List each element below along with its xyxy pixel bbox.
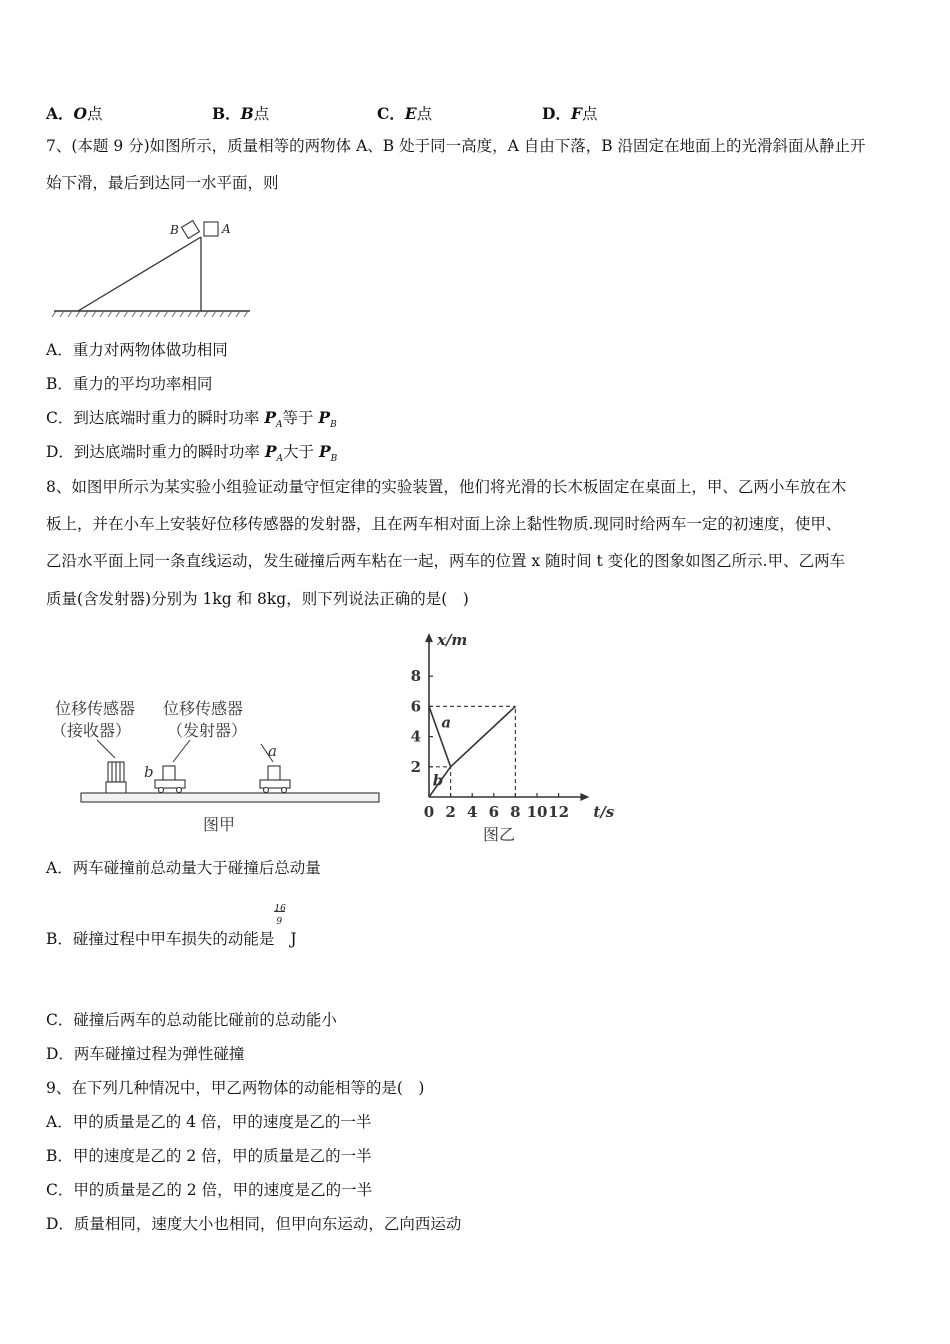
receiver: [106, 762, 126, 794]
q7-option-d[interactable]: D．到达底端时重力的瞬时功率 $P_A$大于 $P_B$: [46, 442, 338, 465]
q9-option-a[interactable]: A．甲的质量是乙的 4 倍，甲的速度是乙的一半: [46, 1113, 372, 1131]
fig-jia: [51, 690, 390, 840]
emitter-label-2: （发射器）: [167, 721, 248, 740]
q6-option-c[interactable]: C．E点: [377, 104, 433, 123]
q6-option-d[interactable]: D．F点: [542, 104, 598, 123]
long-board: [81, 793, 379, 802]
fig-yi-caption: 图乙: [483, 825, 516, 844]
y-tick-label: 4: [410, 727, 421, 746]
label-b: B: [170, 223, 179, 237]
q8-stem-line1: 8、如图甲所示为某实验小组验证动量守恒定律的实验装置，他们将光滑的长木板固定在桌面上，甲、乙两小车放在木: [46, 478, 847, 496]
y-tick-label: 6: [410, 697, 421, 716]
q9-option-b[interactable]: B．甲的速度是乙的 2 倍，甲的质量是乙的一半: [46, 1147, 372, 1165]
x-tick-label: 4: [466, 803, 478, 821]
fig-jia-caption: 图甲: [203, 815, 236, 834]
block-a: [204, 222, 218, 236]
x-tick-label: 12: [548, 803, 570, 821]
q9-stem: 9、在下列几种情况中，甲乙两物体的动能相等的是( ): [46, 1079, 425, 1097]
line-b-label: b: [432, 771, 444, 790]
tick-labels: [411, 667, 569, 821]
q6-option-b[interactable]: B．B点: [212, 104, 270, 123]
y-tick-label: 8: [410, 667, 421, 686]
x-tick-label: 10: [526, 803, 548, 821]
q9-option-d[interactable]: D．质量相同，速度大小也相同，但甲向东运动，乙向西运动: [46, 1215, 462, 1233]
q8-stem-line3: 乙沿水平面上同一条直线运动，发生碰撞后两车粘在一起，两车的位置 x 随时间 t 变化的图象如图乙所示.甲、乙两车: [46, 552, 846, 570]
q7-option-c[interactable]: C．到达底端时重力的瞬时功率 $P_A$等于 $P_B$: [46, 408, 337, 431]
receiver-label-1: 位移传感器: [55, 699, 136, 718]
x-tick-label: 2: [445, 803, 456, 821]
receiver-pointer: [97, 740, 115, 758]
incline-slope: [78, 237, 201, 311]
q8-stem-line2: 板上，并在小车上安装好位移传感器的发射器，且在两车相对面上涂上黏性物质.现同时给两车一定的初速度，使甲、: [46, 515, 842, 533]
q8-stem-line4: 质量(含发射器)分别为 1kg 和 8kg，则下列说法正确的是( ): [46, 590, 469, 608]
car-a-label: a: [268, 742, 277, 760]
receiver-label-2: （接收器）: [51, 721, 132, 740]
fraction-16-9: 16 9: [274, 904, 286, 927]
line-a-label: a: [441, 713, 452, 732]
q8-option-c[interactable]: C．碰撞后两车的总动能比碰前的总动能小: [46, 1011, 337, 1029]
x-axis-arrow: [580, 793, 589, 801]
block-b: [182, 221, 200, 239]
q7-option-b[interactable]: B．重力的平均功率相同: [46, 375, 213, 393]
q9-option-c[interactable]: C．甲的质量是乙的 2 倍，甲的速度是乙的一半: [46, 1181, 373, 1199]
x-axis-label: t/s: [593, 803, 615, 821]
series-combined: [451, 706, 516, 766]
q8-option-a[interactable]: A．两车碰撞前总动量大于碰撞后总动量: [46, 859, 321, 877]
x-tick-label: 8: [510, 803, 521, 821]
q7-incline-figure: [50, 213, 260, 323]
emitter-pointer: [173, 740, 190, 762]
q7-stem-line2: 始下滑，最后到达同一水平面，则: [46, 174, 279, 192]
q7-option-a[interactable]: A．重力对两物体做功相同: [46, 341, 228, 359]
y-tick-label: 2: [410, 757, 421, 776]
emitter-label-1: 位移传感器: [163, 699, 244, 718]
q7-stem-line1: 7、(本题 9 分)如图所示，质量相等的两物体 A、B 处于同一高度，A 自由下落，B 沿固定在地面上的光滑斜面从静止开: [46, 137, 866, 155]
label-a: A: [222, 222, 231, 236]
y-axis-label: x/m: [437, 631, 468, 650]
ground-hatch: [52, 311, 248, 317]
fig-yi-chart: [405, 615, 735, 844]
x-tick-label: 0: [423, 803, 435, 821]
car-b-label: b: [144, 763, 154, 781]
q8-option-d[interactable]: D．两车碰撞过程为弹性碰撞: [46, 1045, 245, 1063]
q6-option-a[interactable]: A．O点: [46, 104, 103, 123]
y-axis-arrow: [425, 633, 433, 642]
car-b: [155, 766, 185, 793]
x-tick-label: 6: [488, 803, 500, 821]
car-a: [260, 766, 290, 793]
q8-option-b[interactable]: B．碰撞过程中甲车损失的动能是 16 9 J: [46, 904, 297, 948]
